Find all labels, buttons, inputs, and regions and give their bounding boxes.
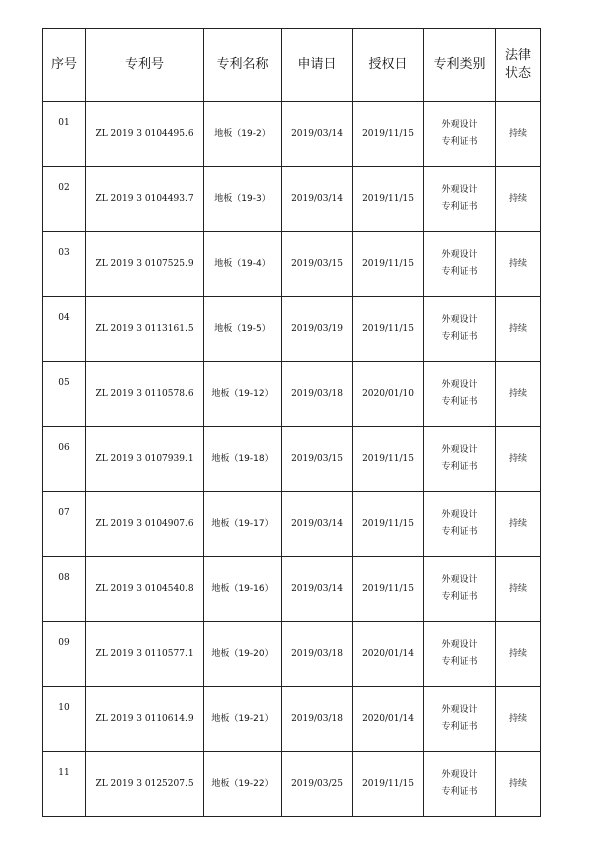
cell-patent-type (424, 167, 496, 232)
patent-type-line2: 专利证书 (441, 397, 478, 407)
table-row (43, 557, 541, 622)
cell-legal-status: 持续 (496, 557, 541, 622)
cell-patent-no: ZL 2019 3 0110578.6 (86, 362, 204, 427)
cell-legal-status: 持续 (496, 622, 541, 687)
table-row (43, 167, 541, 232)
cell-apply-date: 2019/03/14 (282, 167, 353, 232)
cell-patent-name: 地板（19-20） (204, 622, 282, 687)
row-number: 11 (58, 768, 70, 778)
patent-type-line1: 外观设计 (441, 315, 478, 325)
cell-legal-status: 持续 (496, 362, 541, 427)
cell-no (43, 102, 86, 167)
cell-patent-type (424, 622, 496, 687)
table-row (43, 297, 541, 362)
cell-patent-name: 地板（19-3） (204, 167, 282, 232)
patent-type-line2: 专利证书 (441, 267, 478, 277)
header-apply-date: 申请日 (282, 29, 353, 102)
cell-patent-no: ZL 2019 3 0113161.5 (86, 297, 204, 362)
cell-no (43, 232, 86, 297)
header-legal-status (496, 29, 541, 102)
cell-patent-type (424, 752, 496, 817)
header-row (43, 29, 541, 102)
cell-grant-date: 2019/11/15 (353, 102, 424, 167)
cell-legal-status: 持续 (496, 102, 541, 167)
row-number: 05 (58, 378, 70, 388)
cell-patent-no: ZL 2019 3 0104907.6 (86, 492, 204, 557)
cell-apply-date: 2019/03/14 (282, 557, 353, 622)
cell-no (43, 362, 86, 427)
cell-patent-no: ZL 2019 3 0107939.1 (86, 427, 204, 492)
patent-type-line2: 专利证书 (441, 722, 478, 732)
cell-patent-type (424, 232, 496, 297)
patent-type-line1: 外观设计 (441, 705, 478, 715)
cell-no (43, 492, 86, 557)
cell-grant-date: 2019/11/15 (353, 167, 424, 232)
header-grant-date: 授权日 (353, 29, 424, 102)
patent-type-line2: 专利证书 (441, 527, 478, 537)
patent-type-line1: 外观设计 (441, 445, 478, 455)
cell-grant-date: 2019/11/15 (353, 297, 424, 362)
cell-no (43, 622, 86, 687)
row-number: 04 (58, 313, 70, 323)
header-patent-type: 专利类别 (424, 29, 496, 102)
patent-type-line2: 专利证书 (441, 137, 478, 147)
table-row (43, 102, 541, 167)
cell-apply-date: 2019/03/18 (282, 687, 353, 752)
cell-patent-name: 地板（19-4） (204, 232, 282, 297)
cell-patent-name: 地板（19-22） (204, 752, 282, 817)
table-row (43, 232, 541, 297)
row-number: 02 (58, 183, 70, 193)
patent-type-line2: 专利证书 (441, 592, 478, 602)
cell-patent-name: 地板（19-21） (204, 687, 282, 752)
cell-grant-date: 2019/11/15 (353, 427, 424, 492)
row-number: 07 (58, 508, 70, 518)
cell-legal-status: 持续 (496, 752, 541, 817)
cell-patent-type (424, 492, 496, 557)
table-row (43, 622, 541, 687)
patent-type-line2: 专利证书 (441, 332, 478, 342)
cell-grant-date: 2020/01/14 (353, 687, 424, 752)
cell-legal-status: 持续 (496, 232, 541, 297)
cell-apply-date: 2019/03/14 (282, 492, 353, 557)
patent-type-line1: 外观设计 (441, 120, 478, 130)
patent-type-line2: 专利证书 (441, 787, 478, 797)
cell-no (43, 687, 86, 752)
cell-grant-date: 2019/11/15 (353, 232, 424, 297)
header-legal-status-text: 法律状态 (505, 48, 532, 81)
row-number: 09 (58, 638, 70, 648)
cell-apply-date: 2019/03/18 (282, 622, 353, 687)
patent-type-line1: 外观设计 (441, 380, 478, 390)
patent-type-line2: 专利证书 (441, 202, 478, 212)
cell-patent-name: 地板（19-17） (204, 492, 282, 557)
cell-patent-name: 地板（19-16） (204, 557, 282, 622)
header-no: 序号 (43, 29, 86, 102)
cell-apply-date: 2019/03/14 (282, 102, 353, 167)
patent-type-line1: 外观设计 (441, 770, 478, 780)
cell-no (43, 557, 86, 622)
cell-patent-type (424, 557, 496, 622)
header-patent-no: 专利号 (86, 29, 204, 102)
patent-type-line2: 专利证书 (441, 462, 478, 472)
cell-grant-date: 2020/01/10 (353, 362, 424, 427)
row-number: 08 (58, 573, 70, 583)
cell-patent-no: ZL 2019 3 0104540.8 (86, 557, 204, 622)
cell-grant-date: 2019/11/15 (353, 492, 424, 557)
cell-legal-status: 持续 (496, 427, 541, 492)
cell-patent-type (424, 687, 496, 752)
cell-patent-type (424, 297, 496, 362)
table-row (43, 362, 541, 427)
table-row (43, 752, 541, 817)
cell-legal-status: 持续 (496, 297, 541, 362)
cell-apply-date: 2019/03/19 (282, 297, 353, 362)
cell-apply-date: 2019/03/15 (282, 232, 353, 297)
patent-type-line1: 外观设计 (441, 575, 478, 585)
cell-no (43, 167, 86, 232)
cell-patent-type (424, 427, 496, 492)
cell-patent-name: 地板（19-2） (204, 102, 282, 167)
table-row (43, 687, 541, 752)
patent-type-line1: 外观设计 (441, 640, 478, 650)
row-number: 10 (58, 703, 70, 713)
cell-patent-name: 地板（19-12） (204, 362, 282, 427)
cell-grant-date: 2019/11/15 (353, 557, 424, 622)
row-number: 03 (58, 248, 70, 258)
patent-type-line1: 外观设计 (441, 250, 478, 260)
cell-legal-status: 持续 (496, 167, 541, 232)
cell-apply-date: 2019/03/25 (282, 752, 353, 817)
cell-no (43, 752, 86, 817)
table-row (43, 492, 541, 557)
patent-table (42, 28, 541, 817)
cell-patent-no: ZL 2019 3 0110614.9 (86, 687, 204, 752)
patent-type-line2: 专利证书 (441, 657, 478, 667)
cell-grant-date: 2020/01/14 (353, 622, 424, 687)
cell-apply-date: 2019/03/18 (282, 362, 353, 427)
cell-patent-no: ZL 2019 3 0107525.9 (86, 232, 204, 297)
cell-patent-type (424, 102, 496, 167)
cell-patent-name: 地板（19-18） (204, 427, 282, 492)
cell-no (43, 297, 86, 362)
cell-patent-type (424, 362, 496, 427)
patent-type-line1: 外观设计 (441, 185, 478, 195)
cell-patent-no: ZL 2019 3 0125207.5 (86, 752, 204, 817)
row-number: 01 (58, 118, 70, 128)
cell-patent-name: 地板（19-5） (204, 297, 282, 362)
cell-legal-status: 持续 (496, 492, 541, 557)
cell-patent-no: ZL 2019 3 0110577.1 (86, 622, 204, 687)
cell-patent-no: ZL 2019 3 0104493.7 (86, 167, 204, 232)
table-row (43, 427, 541, 492)
cell-apply-date: 2019/03/15 (282, 427, 353, 492)
cell-grant-date: 2019/11/15 (353, 752, 424, 817)
cell-legal-status: 持续 (496, 687, 541, 752)
cell-patent-no: ZL 2019 3 0104495.6 (86, 102, 204, 167)
cell-no (43, 427, 86, 492)
row-number: 06 (58, 443, 70, 453)
header-patent-name: 专利名称 (204, 29, 282, 102)
patent-type-line1: 外观设计 (441, 510, 478, 520)
